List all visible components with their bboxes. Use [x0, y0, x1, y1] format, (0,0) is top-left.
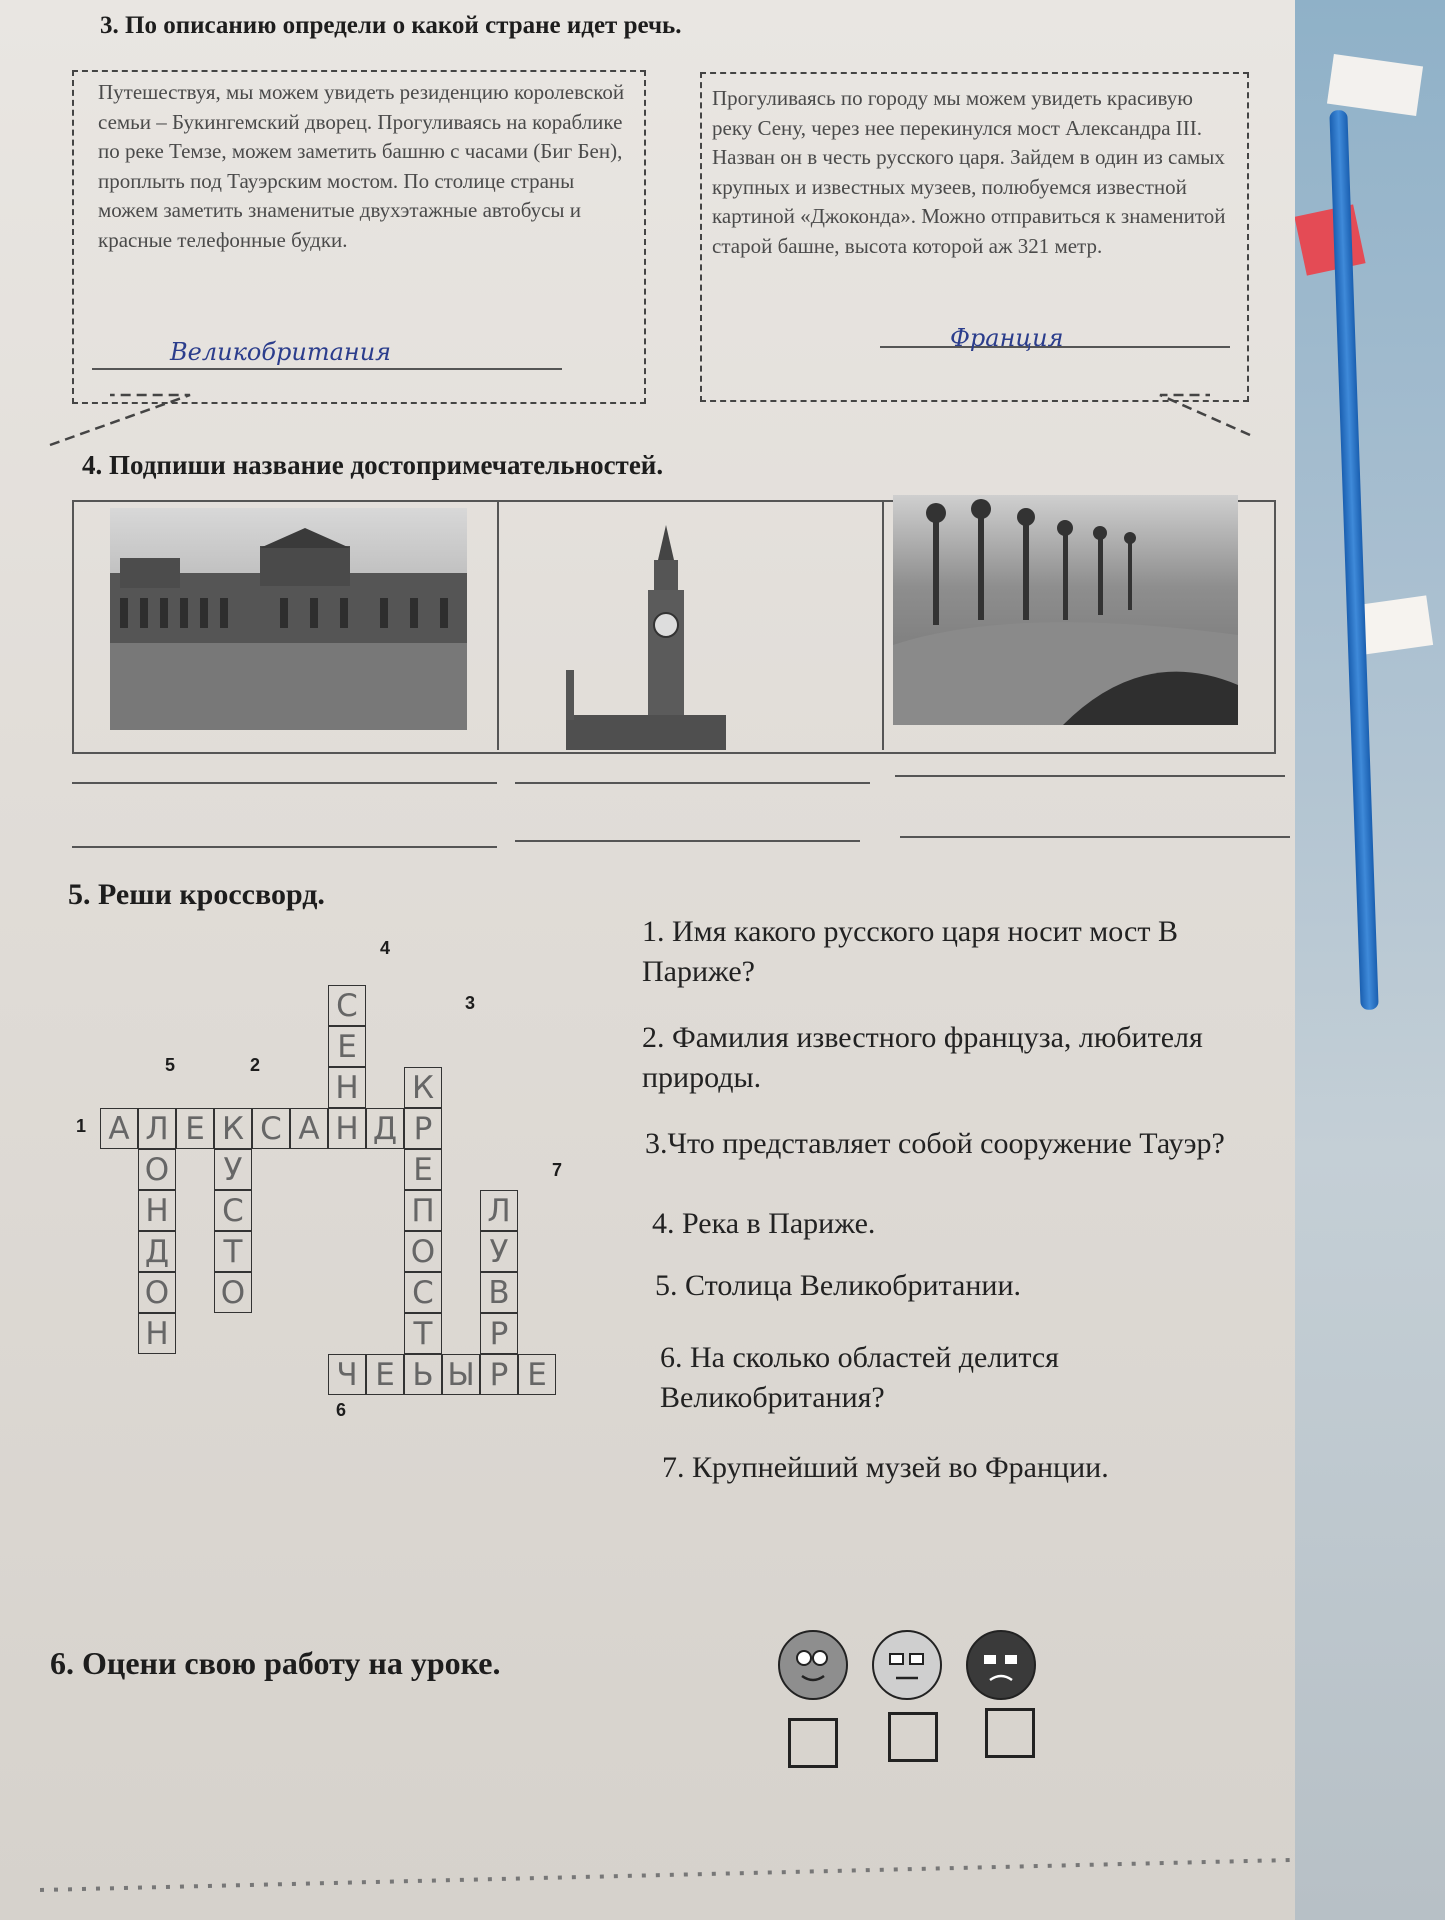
crossword-cell[interactable]: С: [328, 985, 366, 1026]
crossword-number: 6: [336, 1400, 347, 1420]
crossword-cell[interactable]: У: [214, 1149, 252, 1190]
crossword-cell[interactable]: Т: [404, 1313, 442, 1354]
crossword-cell[interactable]: О: [138, 1149, 176, 1190]
crossword-cell[interactable]: А: [290, 1108, 328, 1149]
crossword-cell[interactable]: С: [252, 1108, 290, 1149]
clue-1: 1. Имя какого русского царя носит мост В Париже?: [642, 915, 1178, 988]
photo-divider: [497, 500, 499, 750]
landmark-answer-line-3b[interactable]: [900, 836, 1290, 838]
crossword-number: 5: [165, 1055, 176, 1075]
crossword-cell[interactable]: О: [214, 1272, 252, 1313]
crossword-cell[interactable]: Е: [176, 1108, 214, 1149]
happy-face-icon: [778, 1630, 848, 1700]
crossword-cell[interactable]: Д: [366, 1108, 404, 1149]
crossword-cell[interactable]: Е: [518, 1354, 556, 1395]
clue-7: 7. Крупнейший музей во Франции.: [662, 1451, 1109, 1484]
crossword-cell[interactable]: А: [100, 1108, 138, 1149]
crossword-cell[interactable]: Р: [404, 1108, 442, 1149]
crossword-cell[interactable]: В: [480, 1272, 518, 1313]
crossword-cell[interactable]: Н: [328, 1067, 366, 1108]
crossword-number: 2: [250, 1055, 261, 1075]
crossword-cell[interactable]: Л: [480, 1190, 518, 1231]
clue-3: 3.Что представляет собой сооружение Тауэр?: [645, 1127, 1225, 1160]
crossword-cell[interactable]: Е: [404, 1149, 442, 1190]
crossword-cell[interactable]: Р: [480, 1354, 518, 1395]
crossword-number: 1: [76, 1116, 87, 1136]
crossword-number: 4: [380, 938, 391, 958]
crossword-number: 7: [552, 1160, 563, 1180]
landmark-answer-line-3a[interactable]: [895, 775, 1285, 777]
answer-left: Великобритания: [170, 338, 392, 366]
crossword-cell[interactable]: С: [214, 1190, 252, 1231]
crossword-cell[interactable]: Е: [328, 1026, 366, 1067]
description-text-right: Прогуливаясь по городу мы можем увидеть красивую реку Сену, через нее перекинулся мост Александра III. Назван он в честь русского царя. Зайдем в один из самых крупных и известных музеев, полюбуемся известной картиной «Джоконда». Можно отправиться к знаменитой старой башне, высота которой аж 321 метр.: [712, 86, 1226, 258]
crossword-cell[interactable]: О: [138, 1272, 176, 1313]
crossword-cell[interactable]: Л: [138, 1108, 176, 1149]
crossword-cell[interactable]: Ы: [442, 1354, 480, 1395]
task4-heading: 4. Подпиши название достопримечательностей.: [82, 450, 664, 480]
sad-face-icon: [966, 1630, 1036, 1700]
alexander-bridge-photo: [893, 495, 1238, 725]
crossword-cell[interactable]: Н: [138, 1313, 176, 1354]
description-text-left: Путешествуя, мы можем увидеть резиденцию королевской семьи – Букингемский дворец. Прогуливаясь на кораблике по реке Темзе, можем заметить башню с часами (Биг Бен), проплыть под Тауэрским мостом. По столице страны можем заметить знаменитые двухэтажные автобусы и красные телефонные будки.: [98, 80, 625, 252]
crossword-cell[interactable]: Ч: [328, 1354, 366, 1395]
answer-line-left[interactable]: [92, 368, 562, 370]
clue-5: 5. Столица Великобритании.: [655, 1269, 1022, 1302]
background-decoration: [1357, 595, 1433, 654]
crossword-number: 3: [465, 993, 476, 1013]
crossword-cell[interactable]: С: [404, 1272, 442, 1313]
crossword-cell[interactable]: Д: [138, 1231, 176, 1272]
louvre-photo: [110, 508, 467, 730]
landmark-answer-line-2a[interactable]: [515, 782, 870, 784]
landmark-answer-line-1a[interactable]: [72, 782, 497, 784]
photo-divider: [882, 500, 884, 750]
rating-checkbox-bad[interactable]: [985, 1708, 1035, 1758]
task5-heading: 5. Реши кроссворд.: [68, 878, 325, 911]
binder-holes: [40, 1850, 1290, 1920]
task3-heading: 3. По описанию определи о какой стране идет речь.: [100, 12, 682, 39]
crossword-cell[interactable]: Р: [480, 1313, 518, 1354]
task6-heading: 6. Оцени свою работу на уроке.: [50, 1645, 501, 1681]
crossword-cell[interactable]: Ь: [404, 1354, 442, 1395]
landmark-answer-line-2b[interactable]: [515, 840, 860, 842]
clue-2: 2. Фамилия известного француза, любителя природы.: [642, 1021, 1203, 1094]
crossword-cell[interactable]: О: [404, 1231, 442, 1272]
crossword-cell[interactable]: К: [404, 1067, 442, 1108]
landmark-answer-line-1b[interactable]: [72, 846, 497, 848]
crossword-cell[interactable]: Е: [366, 1354, 404, 1395]
answer-right: Франция: [950, 324, 1064, 352]
rating-checkbox-good[interactable]: [788, 1718, 838, 1768]
crossword-cell[interactable]: Н: [138, 1190, 176, 1231]
speech-tails: [20, 380, 1280, 450]
rating-checkbox-neutral[interactable]: [888, 1712, 938, 1762]
clue-4: 4. Река в Париже.: [652, 1207, 876, 1240]
crossword-cell[interactable]: У: [480, 1231, 518, 1272]
background-decoration: [1294, 204, 1365, 275]
crossword-cell[interactable]: Т: [214, 1231, 252, 1272]
big-ben-photo: [566, 520, 726, 750]
crossword-cell[interactable]: П: [404, 1190, 442, 1231]
crossword-cell[interactable]: Н: [328, 1108, 366, 1149]
crossword-cell[interactable]: К: [214, 1108, 252, 1149]
clue-6: 6. На сколько областей делится Великобритания?: [660, 1341, 1059, 1414]
neutral-face-icon: [872, 1630, 942, 1700]
